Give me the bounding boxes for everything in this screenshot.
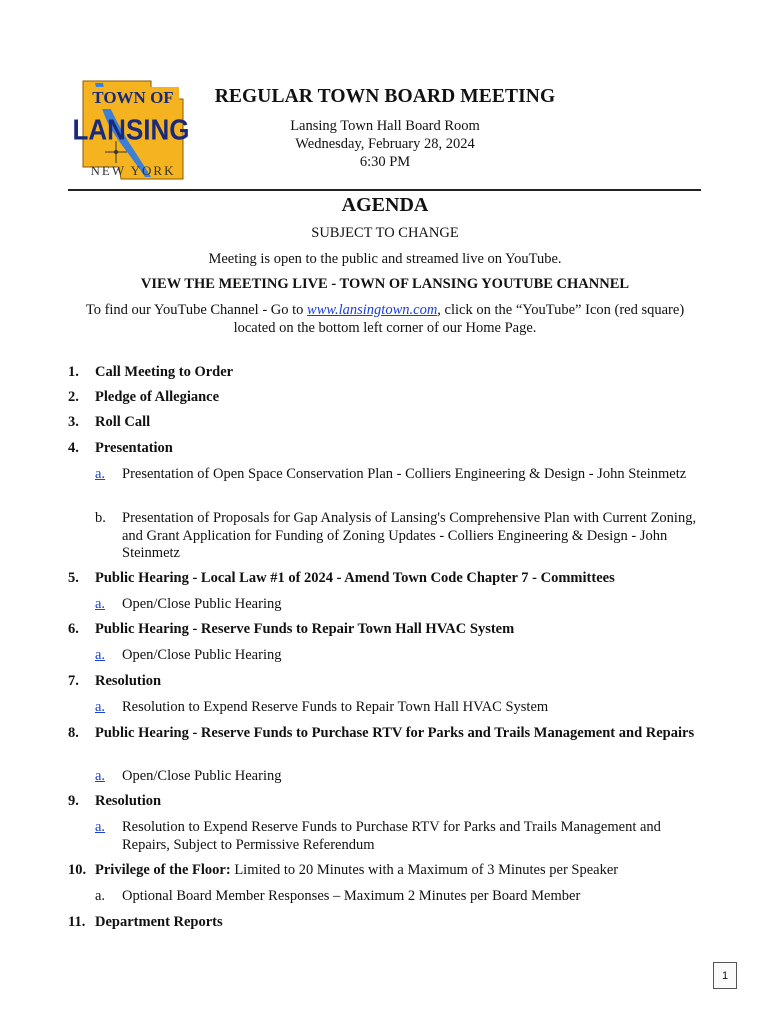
subject-to-change: SUBJECT TO CHANGE: [311, 225, 459, 241]
sub-item: Resolution to Expend Reserve Funds to Repair Town Hall HVAC System: [122, 699, 549, 715]
meeting-date: Wednesday, February 28, 2024: [295, 136, 475, 152]
agenda-item: [95, 862, 705, 880]
agenda-item: Roll Call: [95, 414, 151, 430]
sub-item-letter-link[interactable]: a.: [95, 466, 106, 482]
agenda-item-bold: Privilege of the Floor:: [95, 862, 231, 878]
logo-line3: NEW YORK: [90, 163, 176, 178]
agenda-item: Public Hearing - Local Law #1 of 2024 - Amend Town Code Chapter 7 - Committees: [95, 570, 615, 586]
agenda-item: Department Reports: [95, 914, 223, 930]
sub-item-letter-link[interactable]: a.: [95, 768, 106, 784]
item-number: 8.: [68, 725, 79, 741]
agenda-item: Public Hearing - Reserve Funds to Purchase RTV for Parks and Trails Management and Repairs: [95, 725, 695, 741]
find-channel-line2: located on the bottom left corner of our Home Page.: [233, 320, 537, 336]
agenda-item: Resolution: [95, 673, 162, 689]
item-number: 7.: [68, 673, 79, 689]
agenda-item: Resolution: [95, 793, 162, 809]
live-line: VIEW THE MEETING LIVE - TOWN OF LANSING YOUTUBE CHANNEL: [140, 276, 630, 292]
sub-item-letter-link[interactable]: a.: [95, 596, 106, 612]
agenda-item: Pledge of Allegiance: [95, 389, 220, 405]
item-number: 9.: [68, 793, 79, 809]
sub-item: Open/Close Public Hearing: [122, 768, 282, 784]
sub-item: Optional Board Member Responses – Maximum 2 Minutes per Board Member: [122, 888, 581, 904]
header-divider: [68, 189, 701, 191]
meeting-time: 6:30 PM: [359, 154, 411, 170]
town-of-lansing-logo: [72, 79, 190, 183]
sub-item-letter-link[interactable]: a.: [95, 699, 106, 715]
sub-item: Open/Close Public Hearing: [122, 647, 282, 663]
sub-item: Presentation of Proposals for Gap Analysis of Lansing's Comprehensive Plan with Current Zoning, and Grant Application for Funding of Zoning Updates - Colliers Engineering & Design - John Steinmetz: [122, 510, 697, 561]
open-note: Meeting is open to the public and streamed live on YouTube.: [208, 251, 562, 267]
find-prefix: To find our YouTube Channel - Go to: [85, 302, 308, 318]
meeting-title: REGULAR TOWN BOARD MEETING: [214, 86, 556, 107]
agenda-item: Public Hearing - Reserve Funds to Repair Town Hall HVAC System: [95, 621, 515, 637]
logo-line2: LANSING: [72, 113, 190, 146]
item-number: 11.: [68, 914, 86, 930]
sub-item-letter: a.: [95, 888, 106, 904]
agenda-item: Call Meeting to Order: [95, 364, 234, 380]
sub-item: Presentation of Open Space Conservation Plan - Colliers Engineering & Design - John Steinmetz: [122, 466, 687, 482]
sub-item-letter: b.: [95, 510, 106, 526]
agenda-heading: AGENDA: [341, 194, 429, 216]
item-number: 10.: [68, 862, 87, 878]
item-number: 1.: [68, 364, 79, 380]
item-number: 4.: [68, 440, 79, 456]
item-number: 3.: [68, 414, 79, 430]
item-number: 6.: [68, 621, 79, 637]
agenda-item: Presentation: [95, 440, 173, 456]
meeting-venue: Lansing Town Hall Board Room: [290, 118, 480, 134]
agenda-item-rest: Limited to 20 Minutes with a Maximum of 3 Minutes per Speaker: [230, 862, 619, 878]
page-number: 1: [713, 962, 737, 989]
item-number: 5.: [68, 570, 79, 586]
sub-item-letter-link[interactable]: a.: [95, 819, 106, 835]
find-suffix: , click on the “YouTube” Icon (red square): [437, 302, 685, 318]
sub-item-letter-link[interactable]: a.: [95, 647, 106, 663]
website-link[interactable]: www.lansingtown.com: [307, 302, 438, 318]
find-channel-line: [60, 302, 710, 319]
item-number: 2.: [68, 389, 79, 405]
sub-item: Open/Close Public Hearing: [122, 596, 282, 612]
sub-item: Resolution to Expend Reserve Funds to Purchase RTV for Parks and Trails Management and Repairs, Subject to Permissive Referendum: [122, 819, 661, 853]
logo-line1: TOWN OF: [92, 88, 174, 107]
